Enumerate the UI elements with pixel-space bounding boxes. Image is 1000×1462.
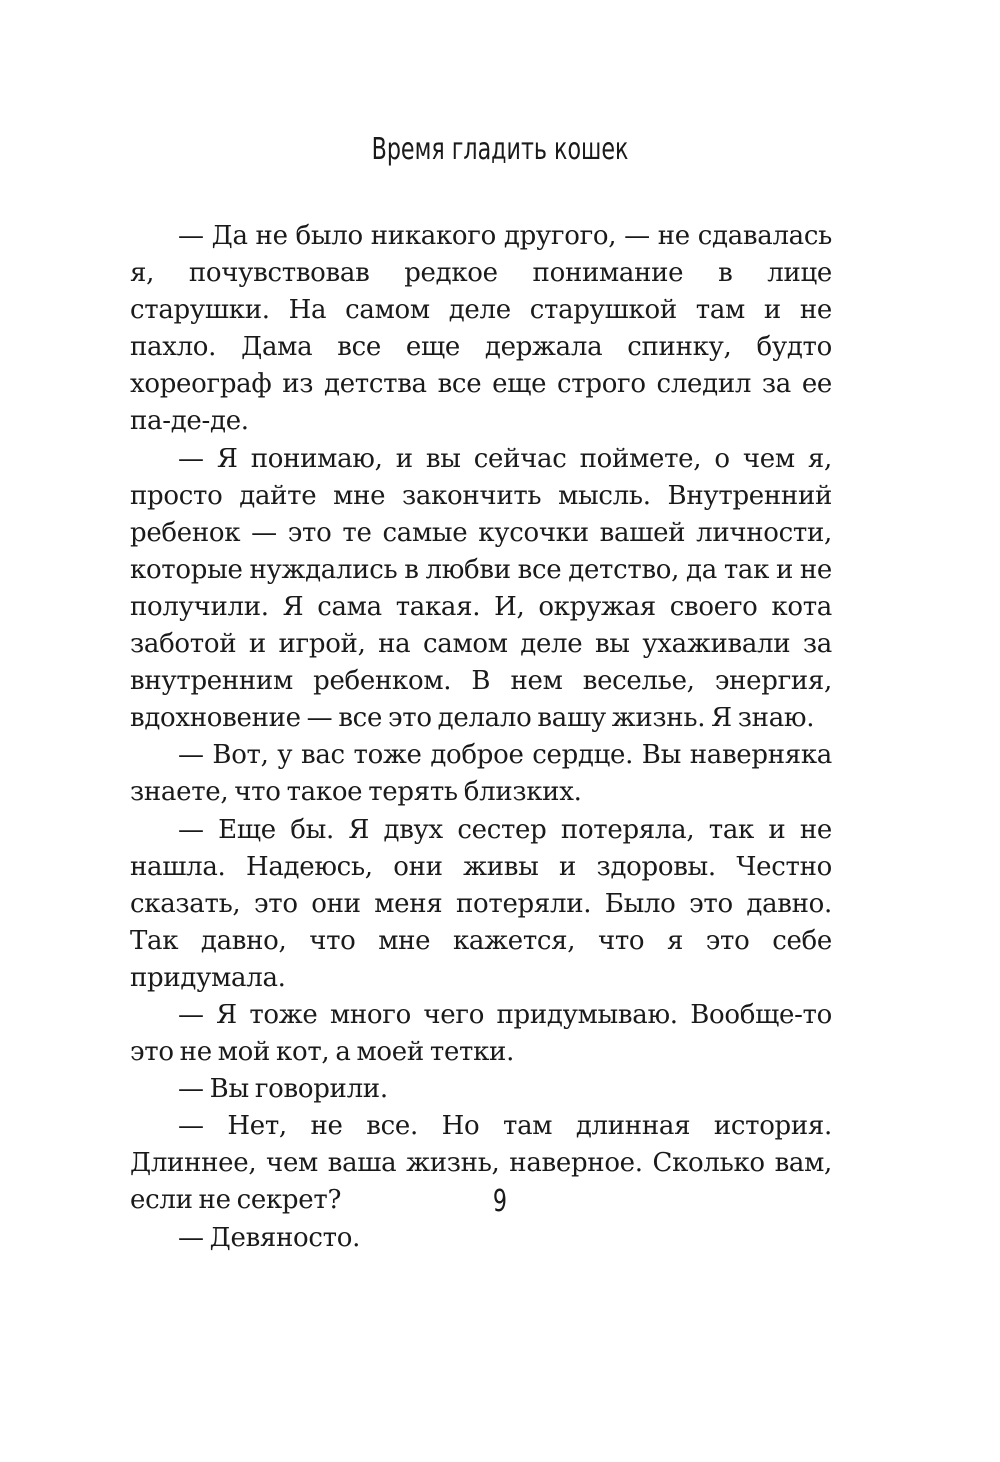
running-head: Время гладить кошек [371, 132, 629, 167]
paragraph: — Девяносто. [178, 1222, 361, 1253]
paragraph: — Нет, не все. Но там длинная история. Длиннее, чем ваша жизнь, наверное. Сколько вам, если не секрет? [130, 1111, 832, 1216]
paragraph: — Еще бы. Я двух сестер потеряла, так и не нашла. Надеюсь, они живы и здоровы. Честно сказать, это они меня потеряли. Было это давно. Так давно, что мне кажется, что я это себе придумала. [130, 814, 832, 993]
page-number: 9 [492, 1184, 508, 1219]
paragraph: — Я тоже много чего придумываю. Вообще-то это не мой кот, а моей тетки. [130, 999, 832, 1068]
paragraph: — Вы говорили. [178, 1074, 388, 1105]
paragraph: — Я понимаю, и вы сейчас поймете, о чем я, просто дайте мне закончить мысль. Внутренний ребенок — это те самые кусочки вашей личности, которые нуждались в любви все детство, да так и не получили. Я сама такая. И, окружая своего кота заботой и игрой, на самом деле вы ухаживали за внутренним ребенком. В нем веселье, энергия, вдохновение — все это делало вашу жизнь. Я знаю. [130, 443, 832, 734]
body-text [130, 218, 832, 1257]
paragraph: — Вот, у вас тоже доброе сердце. Вы наверняка знаете, что такое терять близких. [130, 740, 832, 808]
paragraph: — Да не было никакого другого, — не сдавалась я, почувствовав редкое понимание в лице старушки. На самом деле старушкой там и не пахло. Дама все еще держала спинку, будто хореограф из детства все еще строго следил за ее па-де-де. [130, 221, 832, 437]
